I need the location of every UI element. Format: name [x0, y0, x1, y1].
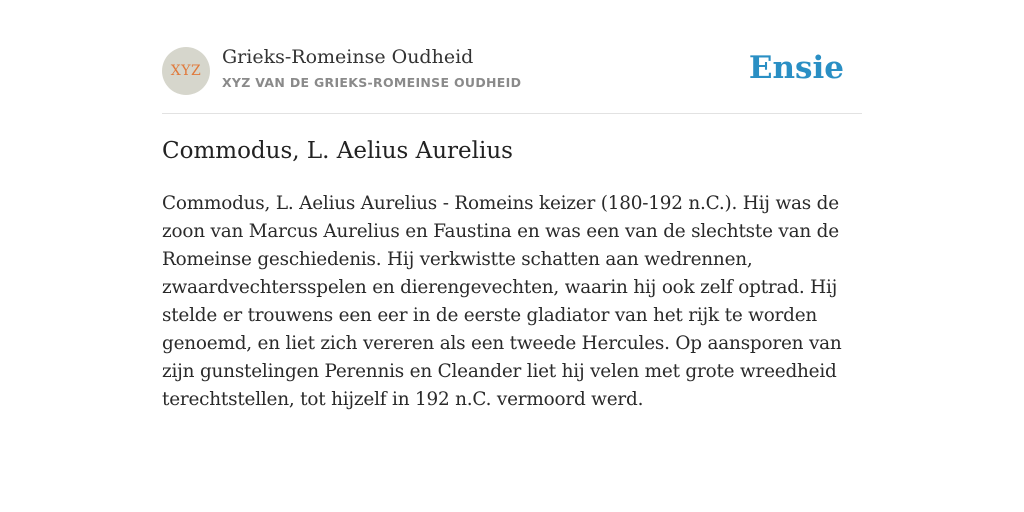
entry-card — [162, 0, 862, 512]
avatar-label: XYZ — [170, 63, 202, 79]
entry-body: Commodus, L. Aelius Aurelius - Romeins keizer (180-192 n.C.). Hij was de zoon van Marcus Aurelius en Faustina en was een van de slechtste van de Romeinse geschiedenis. Hij verkwistte schatten aan wedrennen, zwaardvechtersspelen en dierengevechten, waarin hij ook zelf optrad. Hij stelde er trouwens een eer in de eerste gladiator van het rijk te worden genoemd, en liet zich vereren als een tweede Hercules. Op aansporen van zijn gunstelingen Perennis en Cleander liet hij velen met grote wreedheid terechtstellen, tot hijzelf in 192 n.C. vermoord werd. — [162, 193, 842, 410]
source-avatar[interactable] — [162, 47, 210, 95]
entry-title: Commodus, L. Aelius Aurelius — [162, 138, 513, 164]
source-header — [162, 46, 862, 96]
source-subtitle: XYZ VAN DE GRIEKS-ROMEINSE OUDHEID — [222, 75, 522, 90]
header-divider — [162, 113, 862, 114]
ensie-logo[interactable]: Ensie — [748, 50, 844, 86]
source-title[interactable]: Grieks-Romeinse Oudheid — [222, 46, 474, 68]
